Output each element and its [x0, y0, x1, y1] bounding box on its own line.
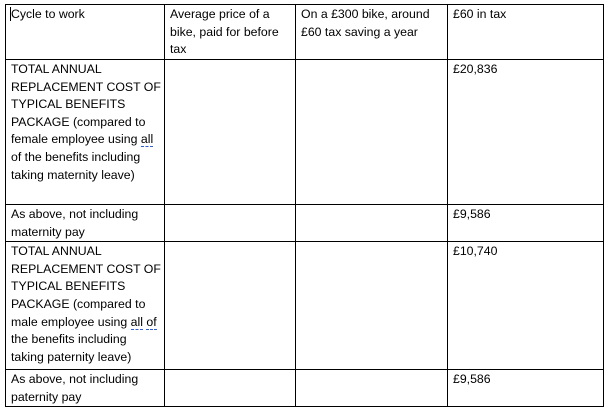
row-label-male-total[interactable]: TOTAL ANNUAL REPLACEMENT COST OF TYPICAL BENEFITS PACKAGE (compared to male employee using all of the benefits including taking paternity leave) [6, 242, 165, 370]
empty-cell[interactable] [296, 242, 448, 370]
benefits-cost-table [5, 4, 604, 407]
empty-cell[interactable] [165, 242, 296, 370]
table-row [6, 242, 604, 370]
empty-cell[interactable] [165, 60, 296, 205]
table-header-row [6, 5, 604, 60]
empty-cell[interactable] [165, 370, 296, 407]
flagged-word: all [140, 132, 154, 147]
header-cell-tax-amount[interactable]: £60 in tax [448, 5, 604, 60]
empty-cell[interactable] [296, 370, 448, 407]
row-label-female-excl-maternity[interactable]: As above, not including maternity pay [6, 205, 165, 242]
value-cell-female-total[interactable]: £20,836 [448, 60, 604, 205]
flagged-word: of [146, 314, 157, 329]
header-cell-cycle-to-work[interactable]: Cycle to work [6, 5, 165, 60]
table-row [6, 370, 604, 407]
flagged-word: all [130, 314, 143, 329]
empty-cell[interactable] [165, 205, 296, 242]
table-row [6, 60, 604, 205]
empty-cell[interactable] [296, 60, 448, 205]
value-cell-male-total[interactable]: £10,740 [448, 242, 604, 370]
value-cell-male-excl-paternity[interactable]: £9,586 [448, 370, 604, 407]
value-cell-female-excl-maternity[interactable]: £9,586 [448, 205, 604, 242]
row-label-male-excl-paternity[interactable]: As above, not including paternity pay [6, 370, 165, 407]
empty-cell[interactable] [296, 205, 448, 242]
header-cell-tax-saving[interactable]: On a £300 bike, around £60 tax saving a year [296, 5, 448, 60]
table-row [6, 205, 604, 242]
header-cell-average-price[interactable]: Average price of a bike, paid for before tax [165, 5, 296, 60]
row-label-female-total[interactable]: TOTAL ANNUAL REPLACEMENT COST OF TYPICAL BENEFITS PACKAGE (compared to female employee using all of the benefits including taking maternity leave) [6, 60, 165, 205]
